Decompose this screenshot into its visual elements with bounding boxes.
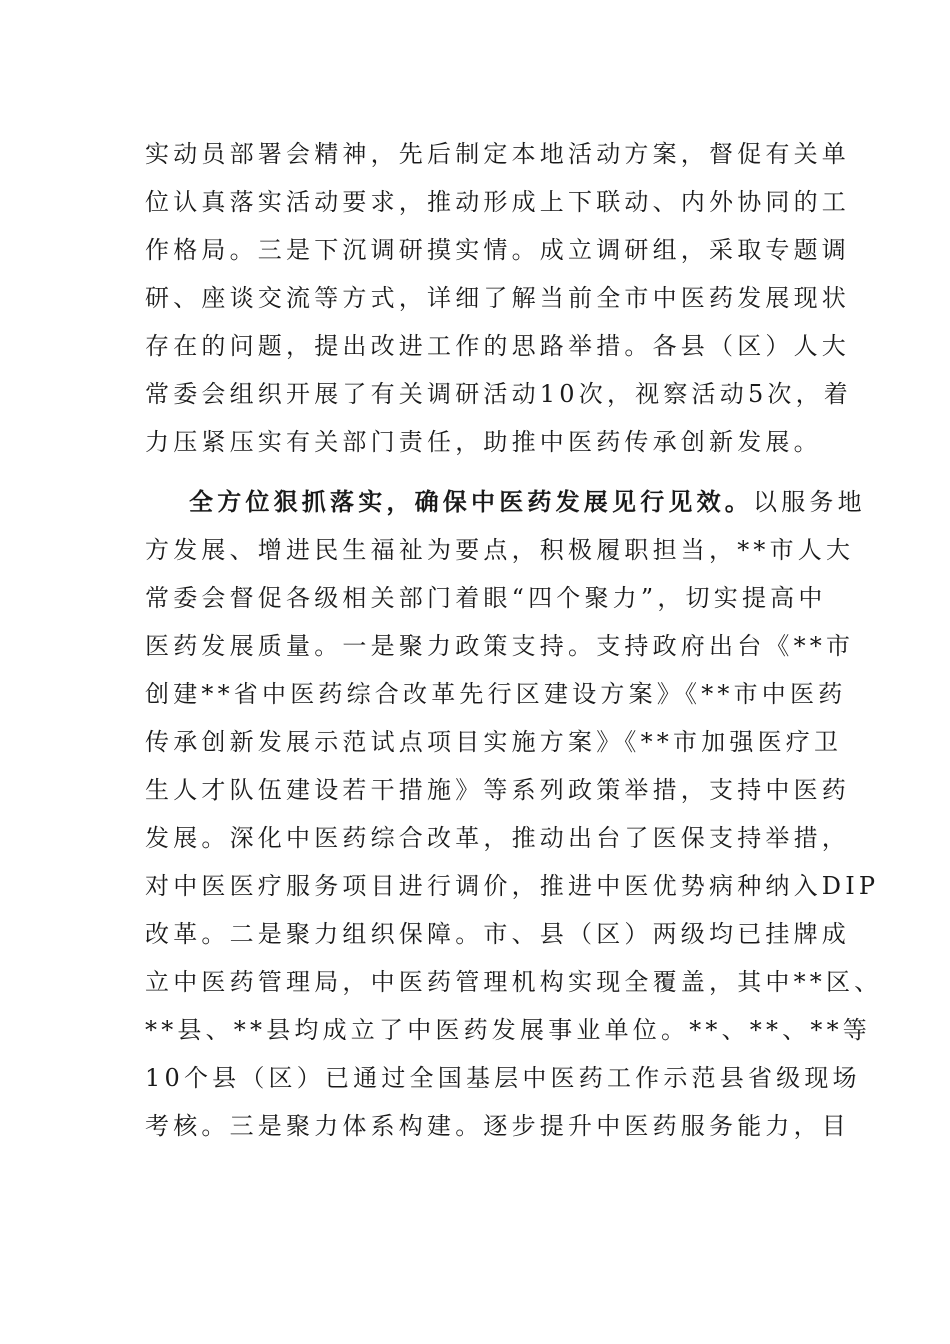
text-line: 实动员部署会精神，先后制定本地活动方案，督促有关单 — [145, 140, 850, 168]
text-line: 常委会督促各级相关部门着眼“四个聚力”，切实提高中 — [145, 584, 827, 612]
text-line: 生人才队伍建设若干措施》等系列政策举措，支持中医药 — [145, 776, 850, 804]
text-line: 创建**省中医药综合改革先行区建设方案》《**市中医药 — [145, 680, 847, 708]
text-line: 研、座谈交流等方式，详细了解当前全市中医药发展现状 — [145, 284, 850, 312]
text-line: 发展。深化中医药综合改革，推动出台了医保支持举措， — [145, 824, 850, 852]
paragraph-1 — [145, 130, 853, 466]
text-line: 医药发展质量。一是聚力政策支持。支持政府出台《**市 — [145, 632, 855, 660]
text-line: 考核。三是聚力体系构建。逐步提升中医药服务能力，目 — [145, 1112, 850, 1140]
text-line: 位认真落实活动要求，推动形成上下联动、内外协同的工 — [145, 188, 850, 216]
text-line: **县、**县均成立了中医药发展事业单位。**、**、**等 — [145, 1016, 871, 1044]
text-line: 立中医药管理局，中医药管理机构实现全覆盖，其中**区、 — [145, 968, 883, 996]
text-line: 改革。二是聚力组织保障。市、县（区）两级均已挂牌成 — [145, 920, 850, 948]
text-span: 以服务地 — [753, 488, 866, 516]
text-line: 存在的问题，提出改进工作的思路举措。各县（区）人大 — [145, 332, 850, 360]
paragraph-heading: 全方位狠抓落实，确保中医药发展见行见效。 — [189, 487, 753, 516]
text-line: 传承创新发展示范试点项目实施方案》《**市加强医疗卫 — [145, 728, 843, 756]
text-line: 10个县（区）已通过全国基层中医药工作示范县省级现场 — [145, 1064, 861, 1092]
text-line: 作格局。三是下沉调研摸实情。成立调研组，采取专题调 — [145, 236, 850, 264]
text-line: 方发展、增进民生福祉为要点，积极履职担当，**市人大 — [145, 536, 855, 564]
text-line: 对中医医疗服务项目进行调价，推进中医优势病种纳入DIP — [145, 872, 880, 900]
text-line: 力压紧压实有关部门责任，助推中医药传承创新发展。 — [145, 428, 822, 456]
paragraph-2 — [145, 478, 883, 1150]
paragraph-2-first-line — [145, 478, 866, 526]
document-page — [145, 130, 883, 1150]
text-line: 常委会组织开展了有关调研活动10次，视察活动5次，着 — [145, 380, 853, 408]
